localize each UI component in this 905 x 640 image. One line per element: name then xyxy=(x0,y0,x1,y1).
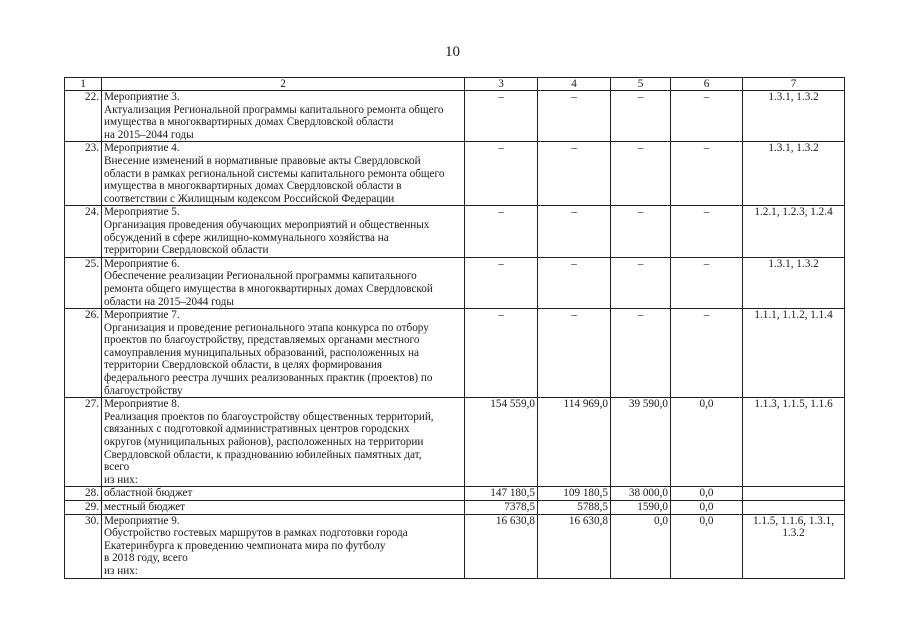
indicator-ref-line: 1.1.3, 1.1.5, 1.1.6 xyxy=(754,398,833,411)
description-line: имущества в многоквартирных домах Свердловской области xyxy=(104,116,394,129)
row-number: 23. xyxy=(65,142,102,206)
column-header: 7 xyxy=(743,78,845,91)
value-cell-4: 109 180,5 xyxy=(538,487,611,501)
value-cell-4: – xyxy=(538,91,611,142)
value-cell-5: 1590,0 xyxy=(611,501,671,515)
indicator-ref-line: 1.3.1, 1.3.2 xyxy=(768,257,819,270)
description-line: из них: xyxy=(104,473,138,486)
value-cell-3: 154 559,0 xyxy=(465,398,538,487)
description-line: Организация проведения обучающих мероприятий и общественных xyxy=(104,218,430,231)
row-description xyxy=(102,487,465,501)
description-line: Екатеринбурга к проведению чемпионата мира по футболу xyxy=(104,539,386,552)
indicator-refs xyxy=(743,206,845,257)
indicator-refs xyxy=(743,487,845,501)
program-table xyxy=(64,77,845,579)
indicator-ref-line: 1.3.2 xyxy=(782,527,805,540)
description-line: в 2018 году, всего xyxy=(104,552,188,565)
description-line: Мероприятие 9. xyxy=(104,514,180,527)
description-line: округов (муниципальных районов), расположенных на территории xyxy=(104,436,424,449)
row-number: 30. xyxy=(65,514,102,578)
table-row xyxy=(65,206,845,257)
description-line: обсуждений в сфере жилищно-коммунального хозяйства на xyxy=(104,231,389,244)
value-cell-3: – xyxy=(465,206,538,257)
table-row xyxy=(65,91,845,142)
row-description xyxy=(102,142,465,206)
description-line: Мероприятие 5. xyxy=(104,206,180,219)
value-cell-5: 38 000,0 xyxy=(611,487,671,501)
description-line: связанных с подготовкой административных центров городских xyxy=(104,423,410,436)
description-line: самоуправления муниципальных образований, расположенных на xyxy=(104,346,419,359)
description-line: на 2015–2044 годы xyxy=(104,128,194,141)
indicator-refs xyxy=(743,398,845,487)
row-number: 29. xyxy=(65,501,102,515)
description-line: Мероприятие 7. xyxy=(104,309,180,322)
description-line: территории Свердловской области, в целях формирования xyxy=(104,359,382,372)
value-cell-6: – xyxy=(671,142,743,206)
row-description xyxy=(102,206,465,257)
row-number: 24. xyxy=(65,206,102,257)
description-line: имущества в многоквартирных домах Свердловской области в xyxy=(104,180,402,193)
description-line: местный бюджет xyxy=(104,501,186,513)
indicator-refs xyxy=(743,309,845,398)
column-header: 4 xyxy=(538,78,611,91)
value-cell-6: – xyxy=(671,206,743,257)
value-cell-6: 0,0 xyxy=(671,514,743,578)
row-number: 27. xyxy=(65,398,102,487)
value-cell-4: 114 969,0 xyxy=(538,398,611,487)
description-line: Обеспечение реализации Региональной программы капитального xyxy=(104,270,417,283)
value-cell-6: 0,0 xyxy=(671,487,743,501)
value-cell-5: – xyxy=(611,257,671,308)
value-cell-4: 5788,5 xyxy=(538,501,611,515)
value-cell-4: – xyxy=(538,309,611,398)
row-number: 22. xyxy=(65,91,102,142)
indicator-ref-line: 1.3.1, 1.3.2 xyxy=(768,142,819,155)
value-cell-5: – xyxy=(611,91,671,142)
column-header: 2 xyxy=(102,78,465,91)
row-number: 28. xyxy=(65,487,102,501)
value-cell-5: – xyxy=(611,206,671,257)
value-cell-3: 147 180,5 xyxy=(465,487,538,501)
row-description xyxy=(102,398,465,487)
description-line: проектов по благоустройству, представляемых органами местного xyxy=(104,334,420,347)
table-row xyxy=(65,501,845,515)
table-row xyxy=(65,309,845,398)
row-description xyxy=(102,514,465,578)
row-number: 25. xyxy=(65,257,102,308)
table-row xyxy=(65,142,845,206)
value-cell-5: – xyxy=(611,142,671,206)
description-line: области в рамках региональной системы капитального ремонта общего xyxy=(104,167,445,180)
row-number: 26. xyxy=(65,309,102,398)
description-line: Мероприятие 8. xyxy=(104,398,180,411)
description-line: области на 2015–2044 годы xyxy=(104,295,234,308)
value-cell-3: – xyxy=(465,309,538,398)
column-header: 3 xyxy=(465,78,538,91)
description-line: всего xyxy=(104,461,130,474)
description-line: Мероприятие 3. xyxy=(104,91,180,103)
description-line: Мероприятие 4. xyxy=(104,142,180,155)
description-line: ремонта общего имущества в многоквартирных домах Свердловской xyxy=(104,282,433,295)
description-line: федерального реестра лучших реализованных практик (проектов) по xyxy=(104,372,433,385)
value-cell-5: 0,0 xyxy=(611,514,671,578)
table-row xyxy=(65,257,845,308)
value-cell-3: 16 630,8 xyxy=(465,514,538,578)
table-row xyxy=(65,487,845,501)
value-cell-4: 16 630,8 xyxy=(538,514,611,578)
description-line: Организация и проведение регионального этапа конкурса по отбору xyxy=(104,321,429,334)
indicator-refs xyxy=(743,501,845,515)
row-description xyxy=(102,257,465,308)
page-number: 10 xyxy=(445,44,460,60)
value-cell-6: – xyxy=(671,91,743,142)
description-line: Свердловской области, к празднованию юбилейных памятных дат, xyxy=(104,448,422,461)
value-cell-6: – xyxy=(671,257,743,308)
description-line: территории Свердловской области xyxy=(104,244,269,257)
description-line: Мероприятие 6. xyxy=(104,257,180,270)
indicator-ref-line: 1.1.5, 1.1.6, 1.3.1, xyxy=(752,514,835,527)
column-header: 6 xyxy=(671,78,743,91)
value-cell-5: – xyxy=(611,309,671,398)
value-cell-3: – xyxy=(465,91,538,142)
column-number-row xyxy=(65,78,845,91)
row-description xyxy=(102,309,465,398)
description-line: Реализация проектов по благоустройству общественных территорий, xyxy=(104,410,434,423)
description-line: Актуализация Региональной программы капитального ремонта общего xyxy=(104,103,444,116)
description-line: Внесение изменений в нормативные правовые акты Свердловской xyxy=(104,154,421,167)
indicator-refs xyxy=(743,91,845,142)
indicator-refs xyxy=(743,142,845,206)
value-cell-4: – xyxy=(538,257,611,308)
indicator-ref-line: 1.2.1, 1.2.3, 1.2.4 xyxy=(754,206,833,219)
value-cell-3: 7378,5 xyxy=(465,501,538,515)
indicator-refs xyxy=(743,257,845,308)
table-row xyxy=(65,398,845,487)
table-row xyxy=(65,514,845,578)
value-cell-5: 39 590,0 xyxy=(611,398,671,487)
description-line: областной бюджет xyxy=(104,487,193,500)
value-cell-3: – xyxy=(465,142,538,206)
value-cell-4: – xyxy=(538,206,611,257)
column-header: 1 xyxy=(65,78,102,91)
indicator-refs xyxy=(743,514,845,578)
description-line: Обустройство гостевых маршрутов в рамках подготовки города xyxy=(104,527,408,540)
description-line: соответствии с Жилищным кодексом Российской Федерации xyxy=(104,192,395,205)
indicator-ref-line: 1.3.1, 1.3.2 xyxy=(768,91,819,103)
value-cell-4: – xyxy=(538,142,611,206)
indicator-ref-line: 1.1.1, 1.1.2, 1.1.4 xyxy=(754,309,833,322)
value-cell-6: 0,0 xyxy=(671,501,743,515)
column-header: 5 xyxy=(611,78,671,91)
description-line: из них: xyxy=(104,564,138,577)
value-cell-3: – xyxy=(465,257,538,308)
row-description xyxy=(102,91,465,142)
row-description xyxy=(102,501,465,515)
value-cell-6: – xyxy=(671,309,743,398)
value-cell-6: 0,0 xyxy=(671,398,743,487)
description-line: благоустройству xyxy=(104,384,183,397)
